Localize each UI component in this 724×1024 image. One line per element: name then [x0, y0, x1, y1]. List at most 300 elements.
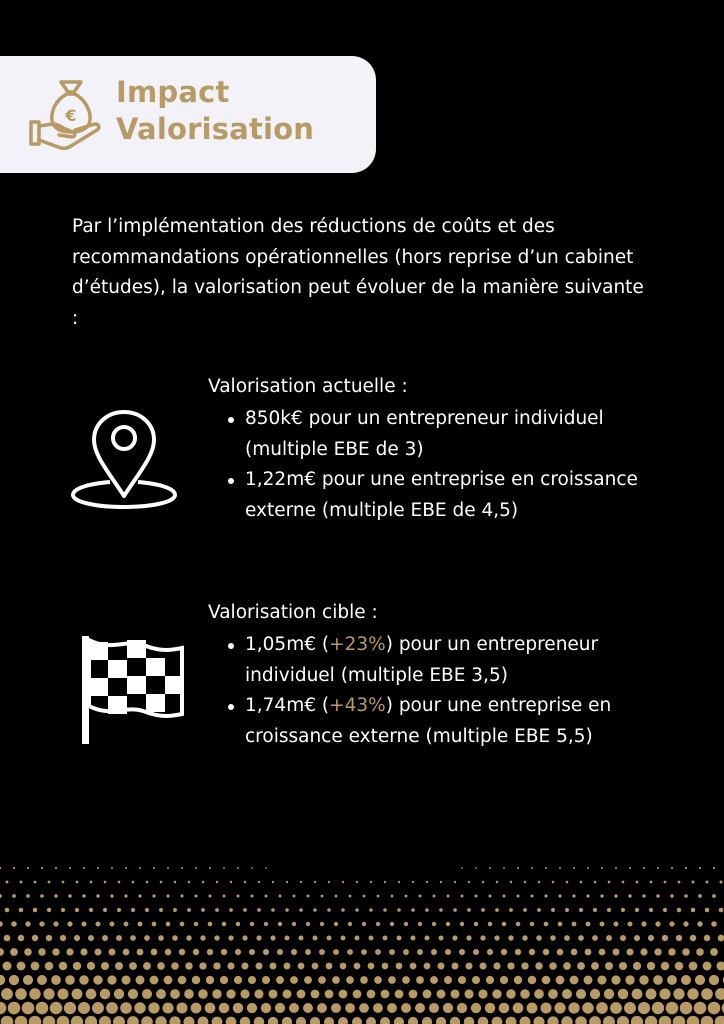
halftone-dot: [397, 908, 401, 912]
halftone-dot: [625, 975, 634, 984]
halftone-dot: [254, 989, 263, 998]
halftone-dot: [254, 1017, 264, 1024]
halftone-dot: [12, 894, 16, 898]
halftone-dot-pattern: [0, 780, 724, 1024]
halftone-dot: [38, 948, 45, 955]
halftone-dot: [589, 1016, 601, 1024]
halftone-dot: [566, 881, 569, 884]
halftone-dot: [478, 989, 487, 998]
halftone-dot: [57, 988, 68, 999]
halftone-dot: [193, 949, 199, 955]
halftone-dot: [221, 949, 227, 955]
halftone-dot: [558, 922, 563, 927]
halftone-dot: [180, 894, 183, 897]
halftone-dot: [264, 922, 268, 926]
halftone-dot: [580, 881, 583, 884]
halftone-dot: [719, 908, 724, 913]
halftone-dot: [641, 921, 646, 926]
halftone-dot: [530, 894, 533, 897]
halftone-dot: [556, 976, 565, 985]
halftone-dot: [194, 894, 197, 897]
halftone-dot: [247, 1003, 257, 1013]
halftone-dot: [356, 881, 358, 883]
halftone-dot: [712, 894, 716, 898]
halftone-dot: [199, 962, 206, 969]
halftone-dot: [314, 881, 316, 883]
halftone-dot: [559, 867, 561, 869]
halftone-dot: [29, 988, 40, 999]
halftone-dot: [459, 949, 465, 955]
halftone-dot: [465, 962, 472, 969]
halftone-dot: [713, 867, 715, 869]
halftone-dot: [0, 975, 5, 985]
halftone-dot: [496, 881, 498, 883]
halftone-dot: [220, 976, 228, 984]
halftone-dot: [67, 921, 72, 926]
halftone-dot: [401, 1003, 411, 1013]
checkered-flag-icon: [82, 636, 186, 744]
halftone-dot: [716, 961, 724, 970]
halftone-dot: [682, 948, 690, 956]
halftone-dot: [649, 908, 653, 912]
halftone-dot: [558, 894, 561, 897]
halftone-dot: [101, 962, 109, 970]
halftone-dot: [485, 1003, 495, 1013]
halftone-dot: [352, 1017, 362, 1024]
halftone-dot: [475, 867, 477, 869]
halftone-dot: [69, 867, 71, 869]
halftone-dot: [363, 895, 366, 898]
halftone-dot: [642, 894, 645, 897]
halftone-dot: [335, 895, 338, 898]
halftone-dot: [383, 908, 387, 912]
halftone-dot: [601, 867, 603, 869]
halftone-dot: [355, 936, 360, 941]
halftone-dot: [659, 1016, 672, 1024]
halftone-dot: [127, 1016, 139, 1024]
halftone-dot: [83, 867, 85, 869]
halftone-dot: [11, 921, 17, 927]
halftone-dot: [513, 1003, 524, 1014]
halftone-dot: [22, 1002, 35, 1015]
halftone-dot: [270, 935, 275, 940]
halftone-dot: [509, 908, 513, 912]
halftone-dot: [151, 949, 158, 956]
halftone-dot: [261, 1003, 271, 1013]
current-valuation-list: [208, 404, 678, 526]
halftone-dot: [318, 976, 326, 984]
halftone-dot: [33, 908, 37, 912]
halftone-dot: [708, 1002, 721, 1015]
halftone-dot: [524, 881, 526, 883]
halftone-dot: [450, 1017, 460, 1024]
halftone-dot: [572, 894, 575, 897]
halftone-dot: [74, 935, 80, 941]
halftone-dot: [380, 1017, 390, 1024]
halftone-dot: [9, 975, 19, 985]
halftone-dot: [663, 908, 667, 912]
halftone-dot: [622, 881, 625, 884]
halftone-dot: [715, 1016, 724, 1024]
halftone-dot: [41, 867, 43, 869]
halftone-dot: [501, 949, 507, 955]
halftone-dot: [201, 908, 205, 912]
halftone-dot: [222, 894, 225, 897]
halftone-dot: [521, 962, 528, 969]
halftone-dot: [145, 908, 149, 912]
halftone-dot: [452, 963, 459, 970]
halftone-dot: [669, 921, 674, 926]
halftone-dot: [311, 990, 320, 999]
halftone-dot: [704, 935, 711, 942]
halftone-dot: [404, 922, 408, 926]
halftone-dot: [701, 988, 713, 1000]
halftone-dot: [626, 948, 633, 955]
halftone-dot: [348, 922, 352, 926]
halftone-dot: [607, 908, 611, 912]
halftone-dot: [138, 894, 141, 897]
halftone-dot: [604, 989, 614, 999]
halftone-dot: [530, 922, 535, 927]
halftone-dot: [529, 949, 535, 955]
halftone-dot: [181, 867, 183, 869]
halftone-dot: [103, 908, 107, 912]
halftone-dot: [475, 895, 478, 898]
halftone-dot: [285, 908, 289, 912]
halftone-dot: [110, 894, 113, 897]
halftone-dot: [650, 881, 653, 884]
halftone-dot: [23, 975, 33, 985]
halftone-dot: [66, 948, 73, 955]
halftone-dot: [384, 881, 386, 883]
halftone-dot: [170, 989, 180, 999]
halftone-dot: [208, 922, 213, 927]
halftone-dot: [340, 963, 347, 970]
halftone-dot: [587, 867, 589, 869]
halftone-dot: [173, 908, 177, 912]
halftone-dot: [568, 1002, 579, 1013]
halftone-dot: [339, 990, 348, 999]
halftone-dot: [594, 881, 597, 884]
halftone-dot: [270, 963, 277, 970]
halftone-dot: [268, 1017, 278, 1024]
halftone-dot: [460, 922, 464, 926]
halftone-dot: [226, 1017, 237, 1024]
halftone-dot: [439, 908, 443, 912]
halftone-dot: [271, 908, 275, 912]
title-card: [0, 56, 376, 173]
halftone-dot: [26, 894, 30, 898]
halftone-dot: [479, 962, 486, 969]
halftone-dot: [43, 988, 54, 999]
halftone-dot: [118, 881, 121, 884]
halftone-dot: [102, 935, 108, 941]
halftone-dot: [697, 921, 702, 926]
halftone-dot: [206, 976, 214, 984]
halftone-dot: [157, 962, 165, 970]
halftone-dot: [687, 1016, 700, 1024]
halftone-dot: [492, 989, 501, 998]
halftone-dot: [36, 1002, 49, 1015]
halftone-dot: [701, 1016, 714, 1024]
halftone-dot: [291, 949, 297, 955]
halftone-dot: [185, 962, 192, 969]
halftone-dot: [600, 922, 605, 927]
halftone-dot: [75, 908, 79, 912]
halftone-dot: [433, 895, 436, 898]
halftone-dot: [361, 949, 367, 955]
item-text: ) pour un entrepreneur individuel (multiple EBE 3,5): [245, 634, 599, 686]
halftone-dot: [255, 962, 262, 969]
halftone-dot: [342, 881, 344, 883]
halftone-dot: [486, 976, 494, 984]
halftone-dot: [661, 962, 670, 971]
halftone-dot: [202, 881, 204, 883]
halftone-dot: [699, 867, 701, 869]
halftone-dot: [152, 922, 157, 927]
halftone-dot: [279, 895, 282, 898]
halftone-dot: [327, 908, 331, 912]
halftone-dot: [46, 935, 52, 941]
halftone-dot: [226, 989, 235, 998]
halftone-dot: [706, 881, 709, 884]
halftone-dot: [575, 1016, 587, 1024]
halftone-dot: [576, 989, 586, 999]
halftone-dot: [6, 881, 9, 884]
halftone-dot: [579, 908, 583, 912]
halftone-dot: [538, 881, 540, 883]
halftone-dot: [438, 963, 445, 970]
halftone-dot: [132, 881, 135, 884]
halftone-dot: [319, 949, 325, 955]
halftone-dot: [25, 921, 30, 926]
halftone-dot: [214, 935, 219, 940]
halftone-dot: [148, 1002, 159, 1013]
halftone-dot: [670, 894, 674, 898]
halftone-dot: [450, 989, 459, 998]
halftone-dot: [313, 908, 317, 912]
halftone-dot: [502, 894, 505, 897]
halftone-dot: [489, 867, 491, 869]
halftone-dot: [298, 963, 305, 970]
halftone-dot: [347, 949, 353, 955]
halftone-dot: [198, 989, 208, 999]
halftone-dot: [341, 936, 346, 941]
growth-percentage: +23%: [329, 634, 386, 655]
halftone-dot: [398, 881, 400, 883]
halftone-dot: [677, 908, 681, 912]
halftone-dot: [668, 948, 675, 955]
halftone-dot: [619, 962, 627, 970]
halftone-dot: [183, 1016, 194, 1024]
halftone-dot: [207, 949, 213, 955]
halftone-dot: [212, 1017, 223, 1024]
halftone-dot: [68, 894, 72, 898]
halftone-dot: [383, 936, 388, 941]
page-title: [116, 74, 314, 148]
halftone-dot: [667, 975, 677, 985]
halftone-dot: [360, 976, 368, 984]
halftone-dot: [397, 936, 402, 941]
halftone-dot: [640, 948, 647, 955]
halftone-dot: [614, 922, 619, 927]
halftone-dot: [527, 1003, 538, 1014]
halftone-dot: [222, 922, 227, 927]
halftone-dot: [304, 976, 312, 984]
halftone-dot: [457, 1003, 467, 1013]
halftone-dot: [696, 948, 704, 956]
halftone-dot: [40, 894, 44, 898]
halftone-dot: [467, 908, 471, 912]
halftone-dot: [629, 867, 631, 869]
halftone-dot: [27, 867, 29, 869]
halftone-dot: [438, 935, 443, 940]
halftone-dot: [466, 935, 471, 940]
halftone-dot: [179, 949, 185, 955]
halftone-dot: [652, 1002, 664, 1014]
halftone-dot: [461, 895, 464, 898]
halftone-dot: [573, 867, 575, 869]
halftone-dot: [115, 962, 123, 970]
halftone-dot: [50, 1002, 63, 1015]
halftone-dot: [191, 1003, 202, 1014]
halftone-dot: [97, 867, 99, 869]
halftone-dot: [134, 1002, 145, 1013]
halftone-dot: [234, 976, 242, 984]
halftone-dot: [159, 908, 163, 912]
halftone-dot: [381, 990, 390, 999]
halftone-dot: [248, 976, 256, 984]
halftone-dot: [139, 867, 141, 869]
halftone-dot: [353, 990, 362, 999]
halftone-dot: [76, 881, 79, 884]
halftone-dot: [162, 1002, 173, 1013]
halftone-dot: [263, 949, 269, 955]
halftone-dot: [317, 1003, 327, 1013]
halftone-dot: [18, 935, 25, 942]
halftone-dot: [142, 989, 152, 999]
halftone-dot: [82, 894, 85, 897]
halftone-dot: [506, 989, 515, 998]
halftone-dot: [345, 1003, 355, 1013]
halftone-dot: [298, 935, 303, 940]
halftone-dot: [13, 867, 15, 869]
halftone-dot: [409, 990, 418, 999]
halftone-dot: [209, 867, 211, 869]
item-text: 1,74m€ (: [245, 695, 330, 716]
halftone-dot: [586, 894, 589, 897]
halftone-dot: [537, 908, 541, 912]
halftone-dot: [493, 962, 500, 969]
halftone-dot: [656, 894, 660, 898]
halftone-dot: [520, 1017, 531, 1024]
halftone-dot: [516, 922, 521, 927]
list-item: 850k€ pour un entrepreneur individuel (multiple EBE de 3): [245, 404, 678, 465]
halftone-dot: [212, 989, 221, 998]
halftone-dot: [155, 1016, 166, 1024]
halftone-dot: [235, 949, 241, 955]
halftone-dot: [277, 949, 283, 955]
halftone-dot: [495, 908, 499, 912]
halftone-dot: [417, 949, 423, 955]
halftone-dot: [533, 1016, 544, 1024]
halftone-dot: [535, 962, 542, 969]
halftone-dot: [703, 962, 712, 971]
halftone-dot: [303, 1003, 313, 1013]
halftone-dot: [5, 908, 10, 913]
halftone-dot: [110, 922, 115, 927]
halftone-dot: [389, 949, 395, 955]
halftone-dot: [213, 962, 220, 969]
halftone-dot: [15, 988, 27, 1000]
halftone-dot: [88, 935, 94, 941]
halftone-dot: [158, 935, 164, 941]
halftone-dot: [94, 948, 101, 955]
halftone-dot: [166, 894, 169, 897]
halftone-dot: [290, 976, 298, 984]
halftone-dot: [422, 1017, 432, 1024]
halftone-dot: [367, 990, 376, 999]
halftone-dot: [370, 881, 372, 883]
halftone-dot: [278, 922, 282, 926]
halftone-dot: [174, 881, 177, 884]
halftone-dot: [610, 1002, 622, 1014]
halftone-dot: [516, 894, 519, 897]
halftone-dot: [694, 1002, 707, 1015]
halftone-dot: [446, 922, 450, 926]
halftone-dot: [547, 1016, 558, 1024]
halftone-dot: [306, 922, 310, 926]
halftone-dot: [78, 1002, 90, 1014]
halftone-dot: [605, 962, 613, 970]
halftone-dot: [216, 881, 218, 883]
halftone-dot: [502, 922, 507, 927]
halftone-dot: [523, 908, 527, 912]
halftone-dot: [426, 881, 428, 883]
halftone-dot: [551, 908, 555, 912]
halftone-dot: [95, 921, 100, 926]
halftone-dot: [89, 908, 93, 912]
halftone-dot: [687, 988, 698, 999]
halftone-dot: [632, 989, 643, 1000]
halftone-dot: [244, 881, 246, 883]
halftone-dot: [268, 989, 277, 998]
halftone-dot: [432, 922, 436, 926]
halftone-dot: [508, 935, 513, 940]
halftone-dot: [227, 962, 234, 969]
halftone-dot: [710, 948, 718, 956]
halftone-dot: [144, 935, 150, 941]
halftone-dot: [52, 948, 59, 955]
halftone-dot: [369, 936, 374, 941]
halftone-dot: [284, 963, 291, 970]
halftone-dot: [188, 881, 190, 883]
halftone-dot: [62, 881, 65, 884]
halftone-dot: [698, 894, 702, 898]
halftone-dot: [143, 962, 151, 970]
halftone-dot: [177, 1003, 188, 1014]
halftone-dot: [29, 1016, 42, 1024]
halftone-dot: [100, 989, 111, 1000]
halftone-dot: [106, 1002, 118, 1014]
halftone-dot: [1, 988, 13, 1000]
halftone-dot: [0, 867, 1, 869]
halftone-dot: [494, 935, 499, 940]
halftone-dot: [488, 922, 492, 926]
halftone-dot: [72, 989, 83, 1000]
halftone-dot: [71, 1016, 83, 1024]
halftone-dot: [554, 1002, 565, 1013]
